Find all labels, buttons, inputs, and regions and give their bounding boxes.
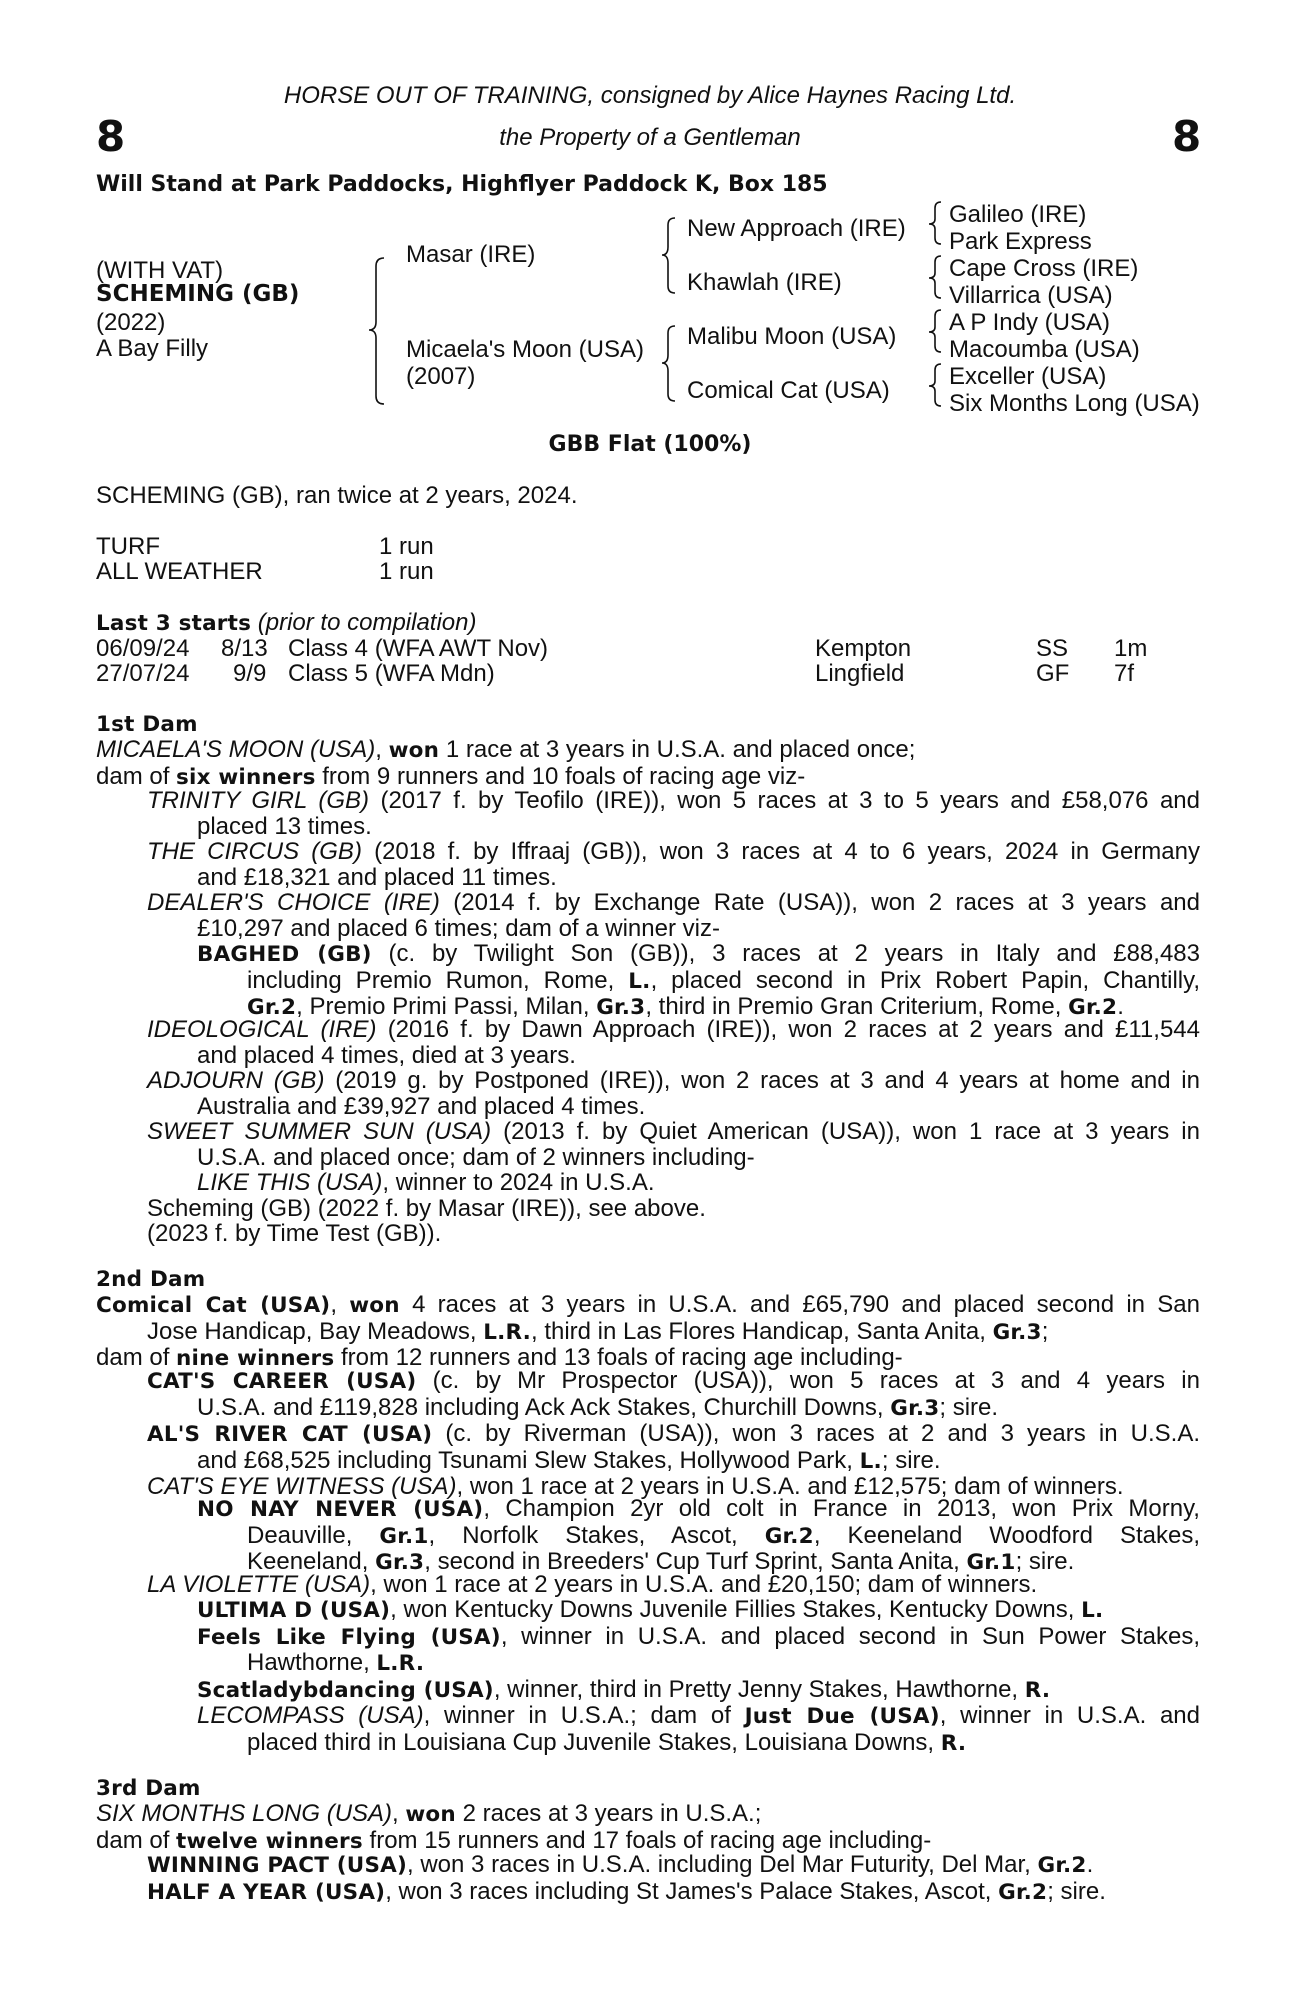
pedigree-sire: Masar (IRE) [406,241,536,268]
text-segment: , third in Premio Gran Criterium, Rome, [645,993,1069,1020]
text-segment: won [388,738,440,763]
baghed-line2 [197,968,1200,995]
progeny-trinity-girl-cont: placed 13 times. [197,812,372,840]
progeny-scheming: Scheming (GB) (2022 f. by Masar (IRE)), see above. [147,1194,706,1222]
text-segment: LECOMPASS (USA) [197,1702,424,1729]
last-starts-header [96,610,477,637]
grandprogeny-lecompass-cont [197,1730,1200,1757]
text-segment: Just Due (USA) [744,1704,940,1729]
text-segment: from 9 runners and 10 foals of racing age viz- [315,762,806,790]
text-segment: R. [940,1730,967,1756]
pedigree-brace-g2 [929,256,941,298]
progeny-als-river-cat [147,1421,1200,1448]
dam3-progeny [147,1852,1200,1905]
progeny-cats-career-cont [147,1395,1200,1422]
last-starts-note: (prior to compilation) [257,609,477,636]
start-distance: 7f [1114,660,1135,687]
last-starts-heading: Last 3 starts [96,611,252,636]
text-segment: , won Kentucky Downs Juvenile Fillies Stakes, Kentucky Downs, [390,1596,1082,1623]
progeny-cats-career [147,1368,1200,1395]
text-segment: THE CIRCUS (GB) [147,838,362,865]
text-segment: , won 1 race at 2 years in U.S.A. and £12,575; dam of winners. [456,1473,1124,1500]
text-segment: Gr.2 [1068,995,1118,1020]
dam1-section [96,737,1200,790]
dam3-section [96,1801,1200,1854]
pedigree-g8: Six Months Long (USA) [949,390,1200,417]
text-segment: , winner in U.S.A. and placed second in Sun Power Stakes, [500,1622,1201,1650]
text-segment: , [375,736,389,763]
text-segment: nine winners [176,1346,335,1371]
progeny-sweet-summer-sun-cont: U.S.A. and placed once; dam of 2 winners including- [197,1143,755,1171]
text-segment: , won 1 race at 2 years in U.S.A. and £20,150; dam of winners. [370,1571,1038,1598]
text-segment: including Premio Rumon, Rome, [247,966,629,994]
text-segment: (2017 f. by Teofilo (IRE)), won 5 races at 3 to 5 years and £58,076 and [369,787,1200,814]
text-segment: Gr.3 [596,995,646,1020]
dam2-heading: 2nd Dam [96,1267,206,1292]
text-segment: LIKE THIS (USA) [197,1169,383,1196]
start-distance: 1m [1114,635,1148,662]
text-segment: , third in Las Flores Handicap, Santa Anita, [530,1317,993,1345]
text-segment: from 12 runners and 13 foals of racing age including- [334,1344,903,1371]
text-segment: (2016 f. by Dawn Approach (IRE)), won 2 races at 2 years and £11,544 [376,1016,1200,1043]
dam3-line1 [96,1801,1200,1828]
text-segment: Jose Handicap, Bay Meadows, [147,1317,484,1345]
grandprogeny-baghed [197,941,1200,1021]
text-segment: Hawthorne, [247,1649,377,1676]
progeny-ideological-cont: and placed 4 times, died at 3 years. [197,1041,576,1069]
text-segment: (2019 g. by Postponed (IRE)), won 2 races at 3 and 4 years at home and in [324,1067,1200,1094]
text-segment: 1 race at 3 years in U.S.A. and placed once; [439,736,916,763]
surface-value: 1 run [379,558,434,585]
text-segment: dam of [96,1344,177,1371]
text-segment: Gr.1 [966,1550,1016,1575]
start-position: 8/13 [221,635,268,662]
text-segment: (2014 f. by Exchange Rate (USA)), won 2 races at 3 years and [439,889,1200,916]
text-segment: CAT'S EYE WITNESS (USA) [147,1473,457,1500]
baghed-line1 [197,941,1200,968]
text-segment: , second in Breeders' Cup Turf Sprint, Santa Anita, [424,1548,967,1575]
text-segment: CAT'S CAREER (USA) [147,1369,417,1394]
text-segment: Keeneland, [247,1548,376,1575]
pedigree-g2: Park Express [949,228,1092,255]
text-segment: , Premio Primi Passi, Milan, [296,993,597,1020]
text-segment: (2018 f. by Iffraaj (GB)), won 3 races at 4 to 6 years, 2024 in Germany [361,838,1200,865]
grandprogeny-ultima-d [197,1597,1200,1624]
pedigree-g6: Macoumba (USA) [949,336,1140,363]
text-segment: BAGHED (GB) [197,942,372,967]
pedigree-g4: Villarrica (USA) [949,282,1113,309]
dam2-progeny-2 [147,1572,1200,1598]
text-segment: and £68,525 including Tsunami Slew Stakes, Hollywood Park, [197,1446,860,1474]
pedigree-dam-dam: Comical Cat (USA) [687,377,890,404]
start-course: Kempton [815,635,912,662]
text-segment: , Norfolk Stakes, Ascot, [428,1521,765,1549]
start-race: Class 5 (WFA Mdn) [288,660,495,687]
progeny-dealers-choice-cont: £10,297 and placed 6 times; dam of a winner viz- [197,914,720,942]
text-segment: Gr.3 [890,1395,940,1421]
text-segment: ULTIMA D (USA) [197,1598,391,1623]
text-segment: ; sire. [1015,1548,1075,1575]
start-date: 27/07/24 [96,660,190,687]
text-segment: , winner in U.S.A.; dam of [423,1702,745,1729]
dam2-progeny [147,1368,1200,1500]
lot-number-right: 8 [1172,112,1202,161]
lot-number-left: 8 [96,112,126,161]
text-segment: R. [1024,1677,1051,1703]
surface-label: ALL WEATHER [96,558,263,585]
text-segment: L.R. [376,1651,425,1676]
text-segment: Gr.1 [379,1523,429,1549]
text-segment: NO NAY NEVER (USA) [197,1497,484,1522]
text-segment: , Champion 2yr old colt in France in 2013, won Prix Morny, [483,1495,1200,1522]
text-segment: Gr.2 [998,1879,1048,1905]
pedigree-g5: A P Indy (USA) [949,309,1110,336]
text-segment: Gr.2 [764,1523,814,1549]
grandprogeny-feels-like-flying-cont [197,1650,1200,1677]
text-segment: 2 races at 3 years in U.S.A.; [455,1800,762,1827]
text-segment: six winners [176,764,316,790]
text-segment: , Keeneland Woodford Stakes, [813,1521,1200,1549]
text-segment: DEALER'S CHOICE (IRE) [147,889,440,916]
text-segment: Gr.3 [375,1550,425,1575]
pedigree-dam-year: (2007) [406,363,476,390]
pedigree-brace-sire [662,218,675,293]
vat-note: (WITH VAT) [96,257,224,284]
dam1-progeny [147,788,1200,941]
progeny-half-a-year [147,1879,1200,1906]
text-segment: ADJOURN (GB) [147,1067,325,1094]
text-segment: , [392,1800,406,1827]
grandprogeny-no-nay-never [197,1496,1200,1576]
text-segment: , placed second in Prix Robert Papin, Chantilly, [650,966,1201,994]
no-nay-never-line1 [197,1496,1200,1523]
start-date: 06/09/24 [96,635,190,662]
start-going: GF [1036,660,1070,687]
text-segment: (c. by Riverman (USA)), won 3 races at 2 and 3 years in U.S.A. [432,1420,1200,1447]
text-segment: twelve winners [176,1828,363,1854]
text-segment: , [330,1291,350,1318]
grandprogeny-feels-like-flying [197,1624,1200,1651]
text-segment: (c. by Twilight Son (GB)), 3 races at 2 years in Italy and £88,483 [371,940,1200,967]
text-segment: Deauville, [247,1521,380,1549]
progeny-adjourn [147,1068,1200,1094]
text-segment: Gr.2 [1037,1853,1087,1878]
progeny-trinity-girl [147,788,1200,814]
progeny-like-this [147,1170,1200,1196]
surface-label: TURF [96,533,160,560]
text-segment: ; sire. [939,1393,999,1421]
text-segment: , winner, third in Pretty Jenny Stakes, Hawthorne, [493,1675,1025,1703]
text-segment: WINNING PACT (USA) [147,1853,408,1878]
progeny-ideological [147,1017,1200,1043]
text-segment: MICAELA'S MOON (USA) [96,736,376,763]
text-segment: HALF A YEAR (USA) [147,1879,386,1905]
text-segment: ; [1041,1317,1049,1345]
progeny-dealers-choice [147,890,1200,916]
dam2-line2 [96,1319,1200,1346]
text-segment: dam of [96,1826,177,1854]
dam1-line1 [96,737,1200,764]
property-line: the Property of a Gentleman [499,124,801,151]
rating: GBB Flat (100%) [548,432,752,457]
pedigree-brace-dam [662,326,675,401]
text-segment: dam of [96,762,177,790]
pedigree-g7: Exceller (USA) [949,363,1107,390]
progeny-sweet-summer-sun [147,1119,1200,1145]
text-segment: Gr.2 [247,995,297,1020]
progeny-la-violette [147,1572,1200,1598]
pedigree-g1: Galileo (IRE) [949,201,1087,228]
progeny-the-circus-cont: and £18,321 and placed 11 times. [197,863,557,891]
pedigree-g3: Cape Cross (IRE) [949,255,1139,282]
text-segment: L. [1081,1598,1104,1623]
dam2-line1 [96,1292,1200,1319]
pedigree-brace-g1 [929,202,941,244]
text-segment: won [349,1293,400,1318]
pedigree-sire-sire: New Approach (IRE) [687,215,906,242]
grandprogeny-la-violette [197,1597,1200,1756]
text-segment: ; sire. [881,1446,941,1474]
pedigree-brace-g3 [929,310,941,352]
text-segment: SWEET SUMMER SUN (USA) [147,1118,492,1145]
pedigree-sire-dam: Khawlah (IRE) [687,269,842,296]
progeny-als-river-cat-cont [147,1448,1200,1475]
text-segment: L. [859,1448,882,1474]
text-segment: placed third in Louisiana Cup Juvenile Stakes, Louisiana Downs, [247,1728,941,1756]
grandprogeny-scatladybdancing [197,1677,1200,1704]
start-position: 9/9 [233,660,267,687]
text-segment: Feels Like Flying (USA) [197,1624,501,1650]
start-going: SS [1036,635,1069,662]
text-segment: L.R. [483,1319,531,1345]
text-segment: , winner in U.S.A. and [939,1702,1201,1729]
horse-name: SCHEMING (GB) [96,281,300,307]
text-segment: Comical Cat (USA) [96,1293,331,1318]
text-segment: 4 races at 3 years in U.S.A. and £65,790 and placed second in San [399,1291,1200,1318]
dam3-heading: 3rd Dam [96,1776,201,1801]
pedigree-brace-g4 [929,364,941,406]
race-summary: SCHEMING (GB), ran twice at 2 years, 2024. [96,482,578,509]
progeny-winning-pact [147,1852,1200,1879]
pedigree-dam: Micaela's Moon (USA) [406,336,644,363]
text-segment: , won 3 races in U.S.A. including Del Mar Futurity, Del Mar, [407,1851,1038,1878]
surface-value: 1 run [379,533,434,560]
text-segment: . [1117,993,1124,1020]
text-segment: (2013 f. by Quiet American (USA)), won 1 race at 3 years in [491,1118,1200,1145]
start-race: Class 4 (WFA AWT Nov) [288,635,549,662]
text-segment: . [1086,1851,1094,1878]
horse-description: A Bay Filly [96,335,209,362]
text-segment: TRINITY GIRL (GB) [147,787,370,814]
no-nay-never-line2 [197,1523,1200,1550]
text-segment: from 15 runners and 17 foals of racing age including- [362,1826,932,1854]
pedigree-braces [0,0,1315,440]
stand-location: Will Stand at Park Paddocks, Highflyer Paddock K, Box 185 [96,172,828,197]
dam1-heading: 1st Dam [96,712,198,737]
grandprogeny-lecompass [197,1703,1200,1730]
progeny-the-circus [147,839,1200,865]
text-segment: ; sire. [1047,1877,1106,1905]
start-course: Lingfield [815,660,905,687]
text-segment: (c. by Mr Prospector (USA)), won 5 races at 3 and 4 years in [416,1367,1200,1394]
text-segment: Scatladybdancing (USA) [197,1677,494,1703]
text-segment: Gr.3 [992,1319,1042,1345]
text-segment: IDEOLOGICAL (IRE) [147,1016,377,1043]
text-segment: AL'S RIVER CAT (USA) [147,1422,433,1447]
horse-year: (2022) [96,309,166,336]
text-segment: won [405,1802,456,1827]
progeny-adjourn-cont: Australia and £39,927 and placed 4 times. [197,1092,646,1120]
pedigree-brace-main [369,258,384,404]
pedigree-dam-sire: Malibu Moon (USA) [687,323,897,350]
text-segment: U.S.A. and £119,828 including Ack Ack Stakes, Churchill Downs, [197,1393,891,1421]
dam1-progeny-2 [147,1017,1200,1247]
text-segment: LA VIOLETTE (USA) [147,1571,371,1598]
dam2-section [96,1292,1200,1372]
progeny-2023-foal: (2023 f. by Time Test (GB)). [147,1220,442,1247]
text-segment: L. [628,968,651,994]
text-segment: , winner to 2024 in U.S.A. [382,1169,655,1196]
text-segment: , won 3 races including St James's Palace Stakes, Ascot, [385,1877,999,1905]
consignment-line: HORSE OUT OF TRAINING, consigned by Alice Haynes Racing Ltd. [283,82,1017,109]
text-segment: SIX MONTHS LONG (USA) [96,1800,393,1827]
